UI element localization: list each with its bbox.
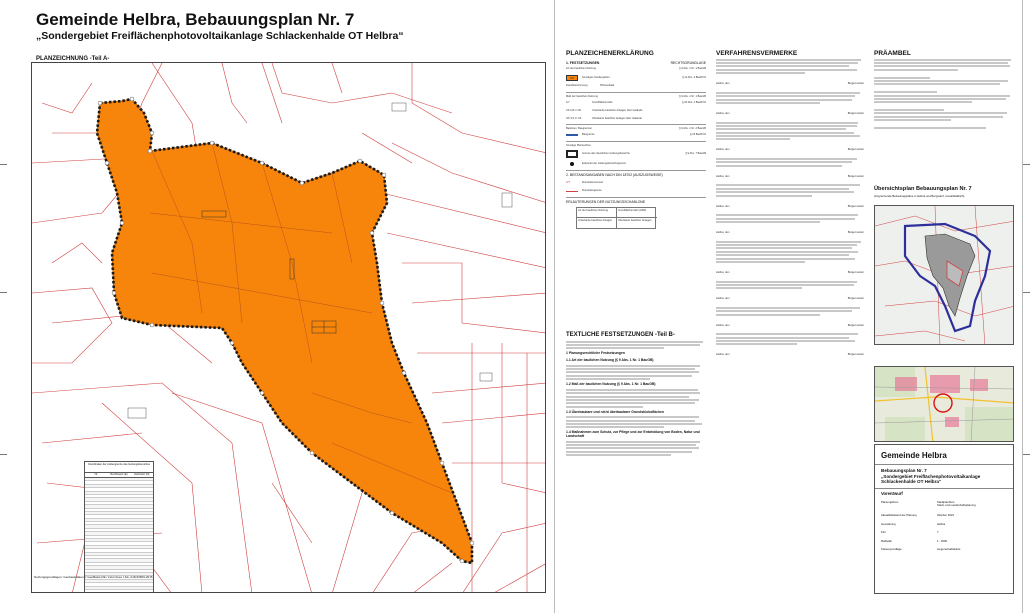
overview-title: Übersichtsplan Bebauungsplan Nr. 7 <box>874 186 972 192</box>
signature-mayor: Bürgermeister <box>847 353 864 357</box>
legend-row-flgr <box>566 187 706 195</box>
title-block-value: Oktober 2024 <box>937 512 954 517</box>
text-block <box>566 389 706 408</box>
signature-line <box>716 297 864 301</box>
location-map-graphic <box>875 367 1014 442</box>
plan-map <box>31 62 546 593</box>
signature-place-date: Helbra, den <box>716 148 730 152</box>
signature-place-date: Helbra, den <box>716 204 730 208</box>
title-block-key: Aktualitätsstand der Planung <box>881 512 917 517</box>
textual-provisions <box>566 334 706 458</box>
preamble-title: PRÄAMBEL <box>874 50 911 57</box>
legend-sonst-label: Sonstige Planzeichen <box>566 143 591 147</box>
legend-row-so <box>566 74 706 82</box>
signature-line <box>716 205 864 209</box>
fold-mark <box>1023 292 1030 293</box>
legend-row-grz <box>566 98 706 106</box>
legend-geltung-text: Grenze des räumlichen Geltungsbereichs <box>582 151 630 155</box>
title-block-plan-line1: Bebauungsplan Nr. 7 <box>881 468 927 473</box>
title-block-key: Kartengrundlage <box>881 547 902 552</box>
legend-art-ref: § 9 Abs. 1 Nr. 1 BauGB <box>679 67 706 71</box>
coordinate-table <box>84 461 154 593</box>
signature-place-date: Helbra, den <box>716 111 730 115</box>
procedure-note <box>716 214 864 234</box>
signature-mayor: Bürgermeister <box>847 270 864 274</box>
map-footnote: Nutzungsgrundlagen: Geobasisdaten © GeoBasis-DE / LVermGeo LSA, A18-60609-2015 <box>34 575 153 579</box>
title-block-value: Liegenschaftskarte <box>937 547 961 552</box>
schab-d: Oberkante baulicher Anlagen <box>618 218 652 222</box>
legend-row-geltung <box>566 148 706 160</box>
signature-mayor: Bürgermeister <box>847 323 864 327</box>
legend-geltung-ref: § 9 Abs. 7 BauGB <box>685 151 706 155</box>
procedure-note <box>716 184 864 208</box>
procedure-notes-title: VERFAHRENSVERMERKE <box>716 50 798 57</box>
text-block <box>566 441 706 457</box>
legend-row-ok <box>566 114 706 122</box>
title-block-plan-line3: Schlackenhalde OT Helbra“ <box>881 479 942 485</box>
legend-row-pv <box>566 82 706 90</box>
legend-baugrenze-label: Baulinien, Baugrenzen <box>566 127 593 131</box>
legend-grz-val: Grundflächenzahl <box>592 100 613 104</box>
legend-row-punkt <box>566 160 706 168</box>
legend-baugrenze-ref: § 9 Abs. 1 Nr. 2 BauGB <box>679 127 706 131</box>
overview-map <box>874 205 1014 345</box>
procedure-blocks <box>716 59 864 357</box>
text-block <box>566 365 706 381</box>
signature-place-date: Helbra, den <box>716 230 730 234</box>
signature-mayor: Bürgermeister <box>847 111 864 115</box>
fold-mark <box>0 454 7 455</box>
procedure-note <box>716 158 864 178</box>
signature-line <box>716 112 864 116</box>
legend-pv-key: Zweckbestimmung <box>566 83 588 87</box>
coordinate-table-caption: Koordinaten der Außengrenze des Geltungsbereiches <box>85 462 153 473</box>
signature-line <box>716 175 864 179</box>
procedure-note <box>716 241 864 275</box>
legend-uk-key: UK 0,8 m OK <box>566 108 582 112</box>
title-block-value: Stadtplanbüro <box>937 499 955 504</box>
map-label: PLANZEICHNUNG -Teil A- <box>36 56 110 62</box>
signature-line <box>716 324 864 328</box>
title-block-value: Helbra <box>937 521 946 526</box>
procedure-note <box>716 333 864 357</box>
legend-so-ref: § 11 Abs. 2 BauNVO <box>682 75 706 79</box>
legend-mass-ref: § 9 Abs. 1 Nr. 1 BauGB <box>679 94 706 98</box>
preamble <box>874 52 1014 130</box>
schab-a: Art der baulichen Nutzung <box>577 208 617 218</box>
text-block <box>566 341 706 350</box>
flgr-symbol <box>566 191 578 192</box>
procedure-notes <box>716 52 864 363</box>
title-block-row <box>875 504 1013 508</box>
overview-map-graphic <box>875 206 1014 345</box>
legend-uk-val: Unterkante baulicher Anlagen über Gelände <box>592 108 643 112</box>
signature-mayor: Bürgermeister <box>847 174 864 178</box>
signature-mayor: Bürgermeister <box>847 297 864 301</box>
legend-divider <box>566 92 706 93</box>
title-block-plan <box>875 465 1013 488</box>
fold-mark <box>1023 164 1030 165</box>
legend-ok-key: OK 3,5 m OK <box>566 116 582 120</box>
title-block-value: Stadt- und Landschaftsplanung <box>937 503 976 508</box>
provision-1-4: 1.4 Maßnahmen zum Schutz, zur Pflege und zur Entwicklung von Boden, Natur und Landschaft <box>566 430 700 439</box>
plan-title: Gemeinde Helbra, Bebauungsplan Nr. 7 <box>36 10 355 29</box>
title-block-key: Planungsbüro <box>881 499 899 504</box>
provision-1-3: 1.3 Überbaubare und nicht überbaubare Grundstücksflächen <box>566 409 664 414</box>
title-block-municipality: Gemeinde Helbra <box>875 445 1013 465</box>
legend-baugrenze-text: Baugrenze <box>582 133 595 137</box>
procedure-note <box>716 122 864 153</box>
punkt-symbol <box>566 161 578 167</box>
flst-symbol: 2/7 <box>566 180 571 185</box>
title-block-row <box>875 514 1013 518</box>
title-block-row <box>875 548 1013 552</box>
title-block-value: 7 <box>937 530 939 535</box>
baugrenze-symbol <box>566 134 578 136</box>
coordinate-table-header: Nr. Rechtswert (E) Hochwert (N) <box>85 473 153 478</box>
title-block-row <box>875 531 1013 535</box>
legend-row-baugrenze <box>566 131 706 139</box>
title-block-key: Maßstab <box>881 538 892 543</box>
text-block <box>566 416 706 428</box>
title-block-rows <box>875 501 1013 552</box>
title-block-row <box>875 540 1013 544</box>
legend-grz-ref: § 16 Abs. 2 BauNVO <box>682 100 706 104</box>
legend-pv-val: Photovoltaik <box>600 83 615 87</box>
nutzungsschablone-legend <box>576 207 656 229</box>
legend-grz-key: 0,7 <box>566 100 570 104</box>
title-block-key <box>881 504 937 508</box>
provision-1: 1 Planungsrechtliche Festsetzungen <box>566 351 625 356</box>
legend-divider <box>566 170 706 171</box>
legend-section-1: 1. FESTSETZUNGEN <box>566 60 600 65</box>
fold-mark <box>0 292 7 293</box>
schab-b: Grundflächenzahl (GRZ) <box>617 208 657 218</box>
fold-mark <box>0 164 7 165</box>
signature-mayor: Bürgermeister <box>847 148 864 152</box>
legend-baugrenze-ref2: § 23 BauNVO <box>689 133 706 137</box>
legend-section-1-right: RECHTSGRUNDLAGE <box>670 60 706 65</box>
title-block-value: 1 : 2000 <box>937 538 948 543</box>
legend-row-flst <box>566 179 706 187</box>
signature-place-date: Helbra, den <box>716 353 730 357</box>
signature-line <box>716 231 864 235</box>
legend-title: PLANZEICHENERKLÄRUNG <box>566 50 654 57</box>
coordinate-table-row <box>85 590 153 593</box>
legend-ok-val: Oberkante baulicher Anlagen über Gelände <box>592 116 642 120</box>
title-block-row <box>875 523 1013 527</box>
procedure-note <box>716 59 864 86</box>
fold-line <box>1022 0 1023 613</box>
title-block-stage: Vorentwurf <box>875 488 1013 498</box>
geltung-symbol <box>566 150 578 158</box>
location-map <box>874 366 1014 442</box>
provision-1-2: 1.2 Maß der baulichen Nutzung (§ 9 Abs. 1 Nr. 1 BauGB) <box>566 382 656 387</box>
signature-line <box>716 82 864 86</box>
signature-line <box>716 353 864 357</box>
title-block <box>874 444 1014 594</box>
signature-mayor: Bürgermeister <box>847 204 864 208</box>
fold-mark <box>1023 454 1030 455</box>
legend-flgr-text: Flurstücksgrenze <box>582 189 602 193</box>
signature-line <box>716 148 864 152</box>
so-swatch: SO <box>566 75 578 81</box>
signature-place-date: Helbra, den <box>716 82 730 86</box>
title-block-plan-line2: „Sondergebiet Freiflächenphotovoltaikanlage <box>881 473 981 479</box>
signature-line <box>716 271 864 275</box>
legend-divider <box>566 197 706 198</box>
legend-divider <box>566 141 706 142</box>
overview-subtitle: (Angrenzende Bebauungspläne in Helbra und Bergsdorf, unmaßstäblich) <box>874 194 965 198</box>
signature-mayor: Bürgermeister <box>847 82 864 86</box>
fold-line <box>554 0 555 613</box>
legend-so-text: Sonstiges Sondergebiet <box>582 75 610 79</box>
legend-section-2: 2. BESTANDSANGABEN NACH DIN 18702 (AUSZUGSWEISE) <box>566 172 663 177</box>
textual-provisions-title: TEXTLICHE FESTSETZUNGEN -Teil B- <box>566 332 675 338</box>
plan-subtitle: „Sondergebiet Freiflächenphotovoltaikanlage Schlackenhalde OT Helbra“ <box>36 30 404 42</box>
signature-place-date: Helbra, den <box>716 297 730 301</box>
legend-punkt-text: Eckpunkt der Geltungsbereichsgrenze <box>582 161 626 165</box>
procedure-note <box>716 92 864 116</box>
signature-place-date: Helbra, den <box>716 174 730 178</box>
preamble-text <box>874 59 1014 129</box>
legend-column <box>566 52 706 229</box>
signature-mayor: Bürgermeister <box>847 230 864 234</box>
legend-mass-label: Maß der baulichen Nutzung <box>566 94 598 98</box>
signature-place-date: Helbra, den <box>716 323 730 327</box>
title-block-key: Gemarkung <box>881 521 896 526</box>
procedure-note <box>716 281 864 301</box>
legend-flst-text: Flurstücksnummer <box>582 181 604 185</box>
legend-art-label: Art der baulichen Nutzung <box>566 67 596 71</box>
legend-section-3: ERLÄUTERUNGEN DER NUTZUNGSSCHABLONE <box>566 200 646 205</box>
provision-1-1: 1.1 Art der baulichen Nutzung (§ 9 Abs. 1 Nr. 1 BauGB) <box>566 357 654 362</box>
legend-row-uk <box>566 106 706 114</box>
signature-place-date: Helbra, den <box>716 270 730 274</box>
legend-divider <box>566 124 706 125</box>
title-block-key: Flur <box>881 530 886 535</box>
schab-c: Unterkante baulicher Anlagen <box>577 218 617 228</box>
procedure-note <box>716 307 864 327</box>
